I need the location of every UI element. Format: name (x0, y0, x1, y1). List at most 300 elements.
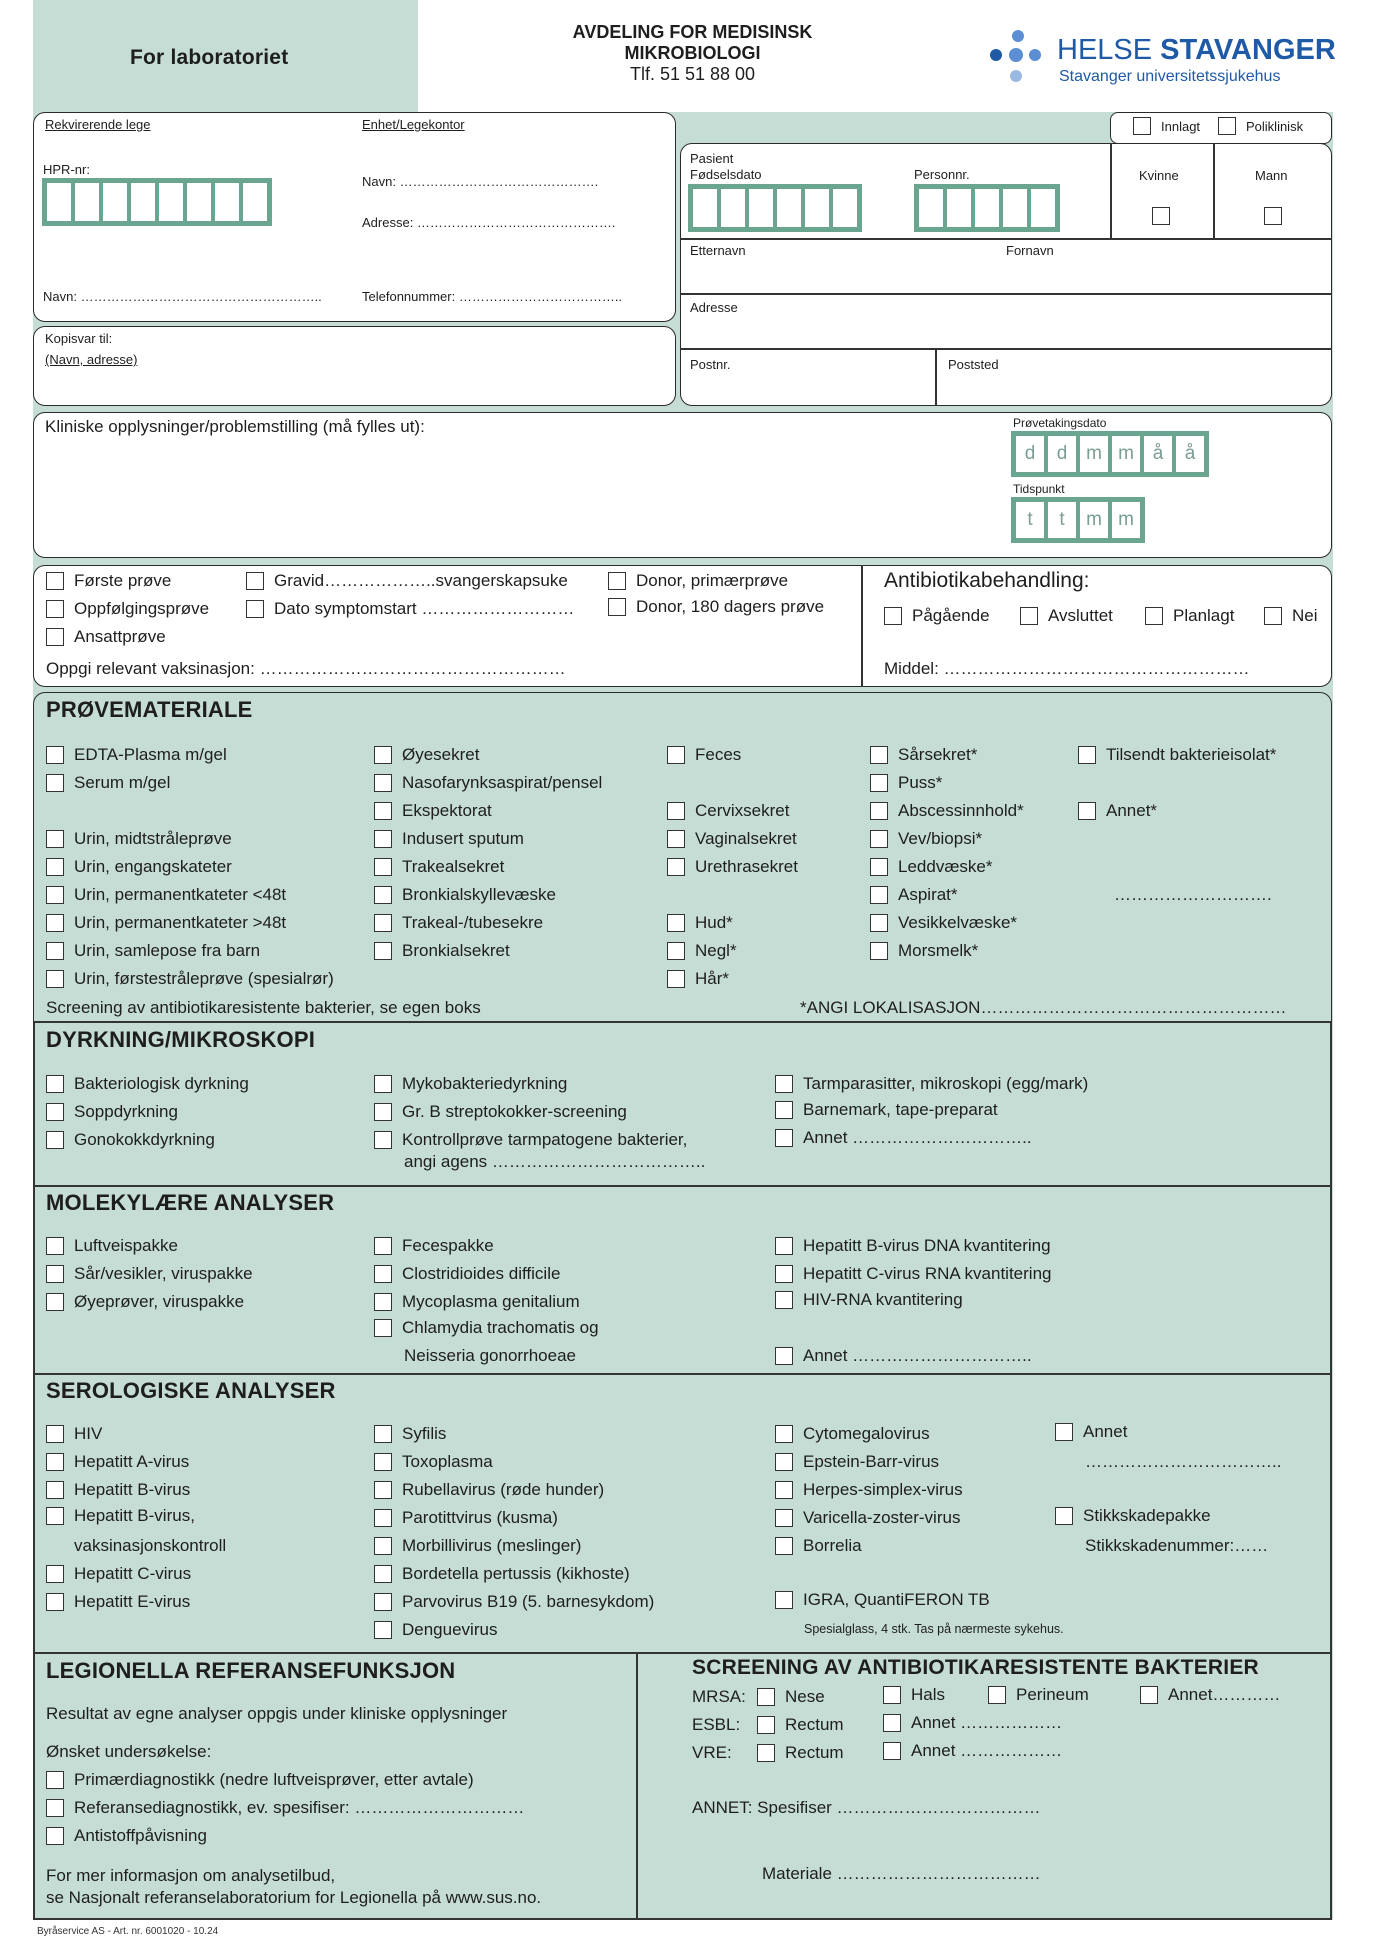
se-hbv-vacc-checkbox[interactable] (46, 1506, 195, 1526)
checkbox-square-icon[interactable] (1264, 607, 1282, 625)
mo-cdiff-checkbox[interactable] (374, 1264, 560, 1284)
pm-breastmilk-label: Morsmelk* (898, 941, 979, 960)
se-hbv-checkbox[interactable] (46, 1480, 190, 1500)
checkbox-square-icon[interactable] (374, 1509, 392, 1527)
mo-feces-checkbox[interactable] (374, 1236, 494, 1256)
checkbox-square-icon[interactable] (46, 1593, 64, 1611)
mrsa-label: MRSA: (692, 1687, 746, 1706)
checkbox-square-icon[interactable] (1140, 1686, 1158, 1704)
checkbox-square-icon[interactable] (374, 1131, 392, 1149)
symptom-date-checkbox[interactable] (246, 599, 574, 619)
mo-hiv-checkbox[interactable] (775, 1290, 963, 1310)
se-dengue-label: Denguevirus (402, 1620, 498, 1639)
checkbox-square-icon[interactable] (1145, 607, 1163, 625)
patient-gender-divider (1110, 143, 1112, 238)
time-label: Tidspunkt (1013, 482, 1065, 496)
pm-sputum-checkbox[interactable] (374, 801, 492, 821)
pm-tissue-checkbox[interactable] (870, 829, 982, 849)
antibiotics-divider (861, 565, 863, 687)
checkbox-square-icon[interactable] (775, 1265, 793, 1283)
checkbox-square-icon[interactable] (667, 802, 685, 820)
checkbox-square-icon[interactable] (775, 1291, 793, 1309)
pm-pus-checkbox[interactable] (870, 773, 942, 793)
date-cell[interactable]: å (1144, 436, 1172, 472)
followup-label: Oppfølgingsprøve (74, 599, 210, 618)
pm-feces-checkbox[interactable] (667, 745, 741, 765)
checkbox-square-icon[interactable] (775, 1537, 793, 1555)
poliklinisk-checkbox[interactable] (1218, 117, 1303, 135)
checkbox-square-icon[interactable] (374, 1075, 392, 1093)
checkbox-square-icon[interactable] (775, 1453, 793, 1471)
pm-wound-checkbox[interactable] (870, 745, 977, 765)
checkbox-square-icon[interactable] (46, 1507, 64, 1525)
sample-date-cells[interactable] (1011, 431, 1209, 477)
requester-phone-field[interactable]: Telefonnummer: ……………………………….. (362, 289, 623, 304)
checkbox-square-icon[interactable] (775, 1347, 793, 1365)
dy-myco-checkbox[interactable] (374, 1074, 567, 1094)
dy-fungal-label: Soppdyrkning (74, 1102, 178, 1121)
checkbox-square-icon[interactable] (1078, 802, 1096, 820)
pm-naso-label: Nasofarynksaspirat/pensel (402, 773, 603, 792)
se-cmv-checkbox[interactable] (775, 1424, 930, 1444)
donor-180-checkbox[interactable] (608, 597, 824, 617)
checkbox-square-icon[interactable] (374, 1319, 392, 1337)
serologiske-title: SEROLOGISKE ANALYSER (46, 1378, 336, 1403)
pm-eye-label: Øyesekret (402, 745, 480, 764)
pm-tube-checkbox[interactable] (374, 913, 543, 933)
se-mumps-checkbox[interactable] (374, 1508, 558, 1528)
mo-eye-label: Øyeprøver, viruspakke (74, 1292, 245, 1311)
checkbox-square-icon[interactable] (246, 600, 264, 618)
pm-isolate-label: Tilsendt bakterieisolat* (1106, 745, 1277, 764)
checkbox-square-icon[interactable] (374, 1293, 392, 1311)
checkbox-square-icon[interactable] (46, 914, 64, 932)
angi-lokalisasjon[interactable]: *ANGI LOKALISASJON……………………………………………… (800, 998, 1287, 1017)
ab-agent-field[interactable]: Middel: ……………………………………………… (884, 659, 1250, 678)
vre-other-checkbox[interactable] (883, 1741, 1062, 1761)
pm-aspirate-checkbox[interactable] (870, 885, 958, 905)
checkbox-square-icon[interactable] (46, 970, 64, 988)
dy-fungal-checkbox[interactable] (46, 1102, 178, 1122)
se-hav-label: Hepatitt A-virus (74, 1452, 190, 1471)
checkbox-square-icon[interactable] (667, 970, 685, 988)
dy-gonococcal-checkbox[interactable] (46, 1130, 215, 1150)
se-igra-note: Spesialglass, 4 stk. Tas på nærmeste sykehus. (804, 1622, 1064, 1636)
date-cell[interactable]: å (1176, 436, 1204, 472)
pm-abscess-label: Abscessinnhold* (898, 801, 1024, 820)
checkbox-square-icon[interactable] (757, 1716, 775, 1734)
se-syphilis-checkbox[interactable] (374, 1424, 446, 1444)
kvinne-label: Kvinne (1139, 168, 1179, 183)
pm-urine-first-checkbox[interactable] (46, 969, 334, 989)
personnr-label: Personnr. (914, 167, 970, 182)
vre-label: VRE: (692, 1743, 732, 1762)
se-other-label: Annet (1083, 1422, 1128, 1441)
checkbox-square-icon[interactable] (46, 1481, 64, 1499)
pm-urine-perm-lt48-checkbox[interactable] (46, 885, 286, 905)
dy-myco-label: Mykobakteriedyrkning (402, 1074, 568, 1093)
se-rubella-label: Rubellavirus (røde hunder) (402, 1480, 605, 1499)
employee-checkbox[interactable] (46, 627, 166, 647)
mo-hcv-checkbox[interactable] (775, 1264, 1051, 1284)
footer-text: Byråservice AS - Art. nr. 6001020 - 10.24 (37, 1926, 219, 1937)
date-cell[interactable]: d (1016, 436, 1044, 472)
checkbox-square-icon[interactable] (883, 1714, 901, 1732)
mrsa-nose-checkbox[interactable] (757, 1687, 825, 1707)
section-line-2 (33, 1185, 1332, 1187)
pm-vaginal-checkbox[interactable] (667, 829, 797, 849)
mo-mgen-label: Mycoplasma genitalium (402, 1292, 580, 1311)
ab-ongoing-checkbox[interactable] (884, 606, 990, 626)
pm-isolate-checkbox[interactable] (1078, 745, 1276, 765)
checkbox-square-icon[interactable] (775, 1481, 793, 1499)
pm-urine-bag-checkbox[interactable] (46, 941, 260, 961)
kvinne-checkbox[interactable] (1152, 207, 1170, 225)
checkbox-square-icon[interactable] (374, 1481, 392, 1499)
se-igra-checkbox[interactable] (775, 1590, 990, 1610)
mrsa-throat-checkbox[interactable] (883, 1685, 945, 1705)
pm-serum-label: Serum m/gel (74, 773, 171, 792)
mo-hbv-checkbox[interactable] (775, 1236, 1051, 1256)
pm-vesicle-checkbox[interactable] (870, 913, 1017, 933)
unit-title: Enhet/Legekontor (362, 117, 465, 132)
checkbox-square-icon[interactable] (775, 1075, 793, 1093)
checkbox-square-icon[interactable] (46, 746, 64, 764)
personnr-cells[interactable] (914, 184, 1060, 232)
checkbox-square-icon[interactable] (46, 1131, 64, 1149)
se-needlestick-number[interactable]: Stikkskadenummer:…… (1085, 1536, 1269, 1555)
dy-other-checkbox[interactable] (775, 1128, 1032, 1148)
checkbox-square-icon[interactable] (884, 607, 902, 625)
dy-grb-checkbox[interactable] (374, 1102, 627, 1122)
checkbox-square-icon[interactable] (1055, 1423, 1073, 1441)
se-dengue-checkbox[interactable] (374, 1620, 497, 1640)
date-cell[interactable]: d (1048, 436, 1076, 472)
checkbox-square-icon[interactable] (46, 1799, 64, 1817)
se-pertussis-checkbox[interactable] (374, 1564, 630, 1584)
donor-primary-checkbox[interactable] (608, 571, 788, 591)
checkbox-square-icon[interactable] (46, 1293, 64, 1311)
checkbox-square-icon[interactable] (775, 1425, 793, 1443)
checkbox-square-icon[interactable] (870, 914, 888, 932)
pm-nail-checkbox[interactable] (667, 941, 737, 961)
checkbox-square-icon[interactable] (1020, 607, 1038, 625)
ab-planned-checkbox[interactable] (1145, 606, 1234, 626)
se-other-dots[interactable]: …………………………….. (1085, 1452, 1282, 1471)
pm-urine-perm-gt48-checkbox[interactable] (46, 913, 286, 933)
legionella-wanted-label: Ønsket undersøkelse: (46, 1742, 212, 1761)
se-hsv-checkbox[interactable] (775, 1480, 963, 1500)
checkbox-square-icon[interactable] (374, 1593, 392, 1611)
mo-eye-checkbox[interactable] (46, 1292, 244, 1312)
checkbox-square-icon[interactable] (775, 1509, 793, 1527)
checkbox-square-icon[interactable] (46, 1453, 64, 1471)
checkbox-square-icon[interactable] (374, 802, 392, 820)
vre-rectum-checkbox[interactable] (757, 1743, 844, 1763)
se-needlestick-label: Stikkskadepakke (1083, 1506, 1211, 1525)
checkbox-square-icon[interactable] (46, 1827, 64, 1845)
pm-wound-label: Sårsekret* (898, 745, 978, 764)
mo-feces-label: Fecespakke (402, 1236, 494, 1255)
pm-urine-single-checkbox[interactable] (46, 857, 232, 877)
checkbox-square-icon[interactable] (667, 914, 685, 932)
checkbox-square-icon[interactable] (374, 1265, 392, 1283)
checkbox-square-icon[interactable] (775, 1237, 793, 1255)
esbl-rectum-checkbox[interactable] (757, 1715, 844, 1735)
checkbox-square-icon[interactable] (374, 1537, 392, 1555)
checkbox-square-icon[interactable] (988, 1686, 1006, 1704)
checkbox-square-icon[interactable] (46, 628, 64, 646)
hpr-number-cells[interactable] (42, 178, 272, 226)
pm-cervix-label: Cervixsekret (695, 801, 790, 820)
checkbox-square-icon[interactable] (374, 858, 392, 876)
pm-joint-checkbox[interactable] (870, 857, 993, 877)
checkbox-square-icon[interactable] (374, 774, 392, 792)
se-hiv-label: HIV (74, 1424, 103, 1443)
checkbox-square-icon[interactable] (46, 1771, 64, 1789)
pm-breastmilk-checkbox[interactable] (870, 941, 978, 961)
checkbox-square-icon[interactable] (870, 858, 888, 876)
checkbox-square-icon[interactable] (883, 1742, 901, 1760)
pm-edta-checkbox[interactable] (46, 745, 227, 765)
time-cell[interactable]: m (1112, 502, 1140, 538)
pregnant-checkbox[interactable] (246, 571, 568, 591)
dy-control-agent[interactable]: angi agens ……………………………….. (404, 1152, 706, 1171)
checkbox-square-icon[interactable] (757, 1688, 775, 1706)
dob-cells[interactable] (688, 184, 862, 232)
pm-urine-mid-checkbox[interactable] (46, 829, 232, 849)
dy-parasite-checkbox[interactable] (775, 1074, 1088, 1094)
pm-bronchial-checkbox[interactable] (374, 941, 510, 961)
checkbox-square-icon[interactable] (246, 572, 264, 590)
checkbox-square-icon[interactable] (775, 1101, 793, 1119)
pm-eye-checkbox[interactable] (374, 745, 479, 765)
checkbox-square-icon[interactable] (46, 1237, 64, 1255)
se-hiv-checkbox[interactable] (46, 1424, 102, 1444)
se-borrelia-checkbox[interactable] (775, 1536, 862, 1556)
se-hev-checkbox[interactable] (46, 1592, 190, 1612)
esbl-other-checkbox[interactable] (883, 1713, 1062, 1733)
time-cell[interactable]: t (1048, 502, 1076, 538)
checkbox-square-icon[interactable] (1055, 1507, 1073, 1525)
followup-checkbox[interactable] (46, 599, 209, 619)
pm-urine-perm-lt48-label: Urin, permanentkateter <48t (74, 885, 287, 904)
checkbox-square-icon[interactable] (46, 1425, 64, 1443)
se-vzv-checkbox[interactable] (775, 1508, 960, 1528)
checkbox-square-icon[interactable] (374, 1103, 392, 1121)
postnr-label: Postnr. (690, 357, 731, 372)
pm-skin-checkbox[interactable] (667, 913, 733, 933)
lg-reference-checkbox[interactable] (46, 1798, 524, 1818)
logo-text-helse: HELSE (1057, 34, 1161, 66)
se-measles-checkbox[interactable] (374, 1536, 581, 1556)
pm-bal-checkbox[interactable] (374, 885, 556, 905)
requester-name-field[interactable]: Navn: ………………………………………. (362, 174, 599, 189)
pm-induced-sputum-checkbox[interactable] (374, 829, 524, 849)
pm-tissue-label: Vev/biopsi* (898, 829, 983, 848)
pm-hair-checkbox[interactable] (667, 969, 729, 989)
department-block (520, 22, 865, 85)
se-syphilis-label: Syfilis (402, 1424, 447, 1443)
innlagt-check-icon[interactable] (1133, 117, 1151, 135)
checkbox-square-icon[interactable] (374, 1565, 392, 1583)
se-hcv-checkbox[interactable] (46, 1564, 191, 1584)
mo-wound-checkbox[interactable] (46, 1264, 253, 1284)
se-other-checkbox[interactable] (1055, 1422, 1127, 1442)
se-parvo-checkbox[interactable] (374, 1592, 654, 1612)
checkbox-square-icon[interactable] (46, 1103, 64, 1121)
se-vzv-label: Varicella-zoster-virus (803, 1508, 961, 1527)
pm-serum-checkbox[interactable] (46, 773, 170, 793)
antibiotics-title: Antibiotikabehandling: (884, 569, 1090, 592)
pm-tracheal-checkbox[interactable] (374, 857, 504, 877)
checkbox-square-icon[interactable] (870, 802, 888, 820)
se-hev-label: Hepatitt E-virus (74, 1592, 191, 1611)
se-ebv-label: Epstein-Barr-virus (803, 1452, 940, 1471)
checkbox-square-icon[interactable] (374, 1237, 392, 1255)
ab-no-checkbox[interactable] (1264, 606, 1318, 626)
date-cell[interactable]: m (1112, 436, 1140, 472)
pm-cervix-checkbox[interactable] (667, 801, 789, 821)
ab-finished-checkbox[interactable] (1020, 606, 1113, 626)
mo-other-label: Annet ………………………….. (803, 1346, 1032, 1365)
dy-control-checkbox[interactable] (374, 1130, 687, 1150)
innlagt-checkbox[interactable] (1133, 117, 1200, 135)
mrsa-perineum-label: Perineum (1016, 1685, 1089, 1704)
mann-checkbox[interactable] (1264, 207, 1282, 225)
pm-skin-label: Hud* (695, 913, 733, 932)
esbl-rectum-label: Rectum (785, 1715, 844, 1734)
checkbox-square-icon[interactable] (374, 830, 392, 848)
checkbox-square-icon[interactable] (870, 942, 888, 960)
pm-tube-label: Trakeal-/tubesekre (402, 913, 544, 932)
checkbox-square-icon[interactable] (775, 1591, 793, 1609)
dob-label: Fødselsdato (690, 167, 762, 182)
requester-doctor-name-field[interactable]: Navn: ……………………………………………….. (43, 289, 322, 304)
vaccination-field[interactable]: Oppgi relevant vaksinasjon: ……………………………………………… (46, 659, 566, 678)
checkbox-square-icon[interactable] (46, 774, 64, 792)
section-line-3 (33, 1373, 1332, 1375)
checkbox-square-icon[interactable] (667, 942, 685, 960)
innlagt-label: Innlagt (1161, 118, 1201, 134)
checkbox-square-icon[interactable] (667, 858, 685, 876)
dy-tape-checkbox[interactable] (775, 1100, 998, 1120)
vre-rectum-label: Rectum (785, 1743, 844, 1762)
pm-hair-label: Hår* (695, 969, 730, 988)
patient-row-line-2 (680, 293, 1332, 295)
checkbox-square-icon[interactable] (870, 774, 888, 792)
se-pertussis-label: Bordetella pertussis (kikhoste) (402, 1564, 630, 1583)
date-cell[interactable]: m (1080, 436, 1108, 472)
department-line-2: MIKROBIOLOGI (624, 43, 761, 63)
pm-urine-perm-gt48-label: Urin, permanentkateter >48t (74, 913, 287, 932)
pm-naso-checkbox[interactable] (374, 773, 602, 793)
pm-induced-sputum-label: Indusert sputum (402, 829, 524, 848)
logo-subtitle: Stavanger universitetssjukehus (1059, 68, 1281, 85)
lg-antibody-checkbox[interactable] (46, 1826, 207, 1846)
checkbox-square-icon[interactable] (46, 1265, 64, 1283)
checkbox-square-icon[interactable] (775, 1129, 793, 1147)
checkbox-square-icon[interactable] (374, 1425, 392, 1443)
donor-primary-label: Donor, primærprøve (636, 571, 789, 590)
checkbox-square-icon[interactable] (883, 1686, 901, 1704)
checkbox-square-icon[interactable] (374, 886, 392, 904)
pm-feces-label: Feces (695, 745, 742, 764)
mo-resp-checkbox[interactable] (46, 1236, 178, 1256)
checkbox-square-icon[interactable] (374, 914, 392, 932)
se-toxo-checkbox[interactable] (374, 1452, 493, 1472)
checkbox-square-icon[interactable] (608, 572, 626, 590)
time-cell[interactable]: m (1080, 502, 1108, 538)
checkbox-square-icon[interactable] (46, 858, 64, 876)
se-needlestick-checkbox[interactable] (1055, 1506, 1211, 1526)
checkbox-square-icon[interactable] (1078, 746, 1096, 764)
poliklinisk-check-icon[interactable] (1218, 117, 1236, 135)
checkbox-square-icon[interactable] (608, 598, 626, 616)
checkbox-square-icon[interactable] (46, 830, 64, 848)
checkbox-square-icon[interactable] (46, 942, 64, 960)
checkbox-square-icon[interactable] (667, 746, 685, 764)
first-sample-checkbox[interactable] (46, 571, 171, 591)
checkbox-square-icon[interactable] (870, 830, 888, 848)
pm-other-dots[interactable]: ………………………. (1114, 885, 1272, 904)
esbl-label: ESBL: (692, 1715, 741, 1734)
requester-address-field[interactable]: Adresse: ………………………………………. (362, 215, 616, 230)
checkbox-square-icon[interactable] (374, 746, 392, 764)
hpr-label: HPR-nr: (43, 162, 90, 177)
mo-chlamydia-checkbox[interactable] (374, 1318, 599, 1338)
pm-aspirate-label: Aspirat* (898, 885, 958, 904)
se-hav-checkbox[interactable] (46, 1452, 189, 1472)
screening-other-specify[interactable]: ANNET: Spesifiser ……………………………… (692, 1798, 1041, 1817)
checkbox-square-icon[interactable] (870, 886, 888, 904)
se-rubella-checkbox[interactable] (374, 1480, 604, 1500)
time-cells[interactable] (1011, 497, 1145, 543)
lg-primary-label: Primærdiagnostikk (nedre luftveisprøver, etter avtale) (74, 1770, 474, 1789)
checkbox-square-icon[interactable] (870, 746, 888, 764)
checkbox-square-icon[interactable] (46, 600, 64, 618)
pm-urethra-checkbox[interactable] (667, 857, 798, 877)
lg-primary-checkbox[interactable] (46, 1770, 474, 1790)
checkbox-square-icon[interactable] (46, 1565, 64, 1583)
checkbox-square-icon[interactable] (757, 1744, 775, 1762)
checkbox-square-icon[interactable] (46, 1075, 64, 1093)
mrsa-other-checkbox[interactable] (1140, 1685, 1280, 1705)
requester-title: Rekvirerende lege (45, 117, 151, 132)
pm-abscess-checkbox[interactable] (870, 801, 1024, 821)
checkbox-square-icon[interactable] (46, 886, 64, 904)
first-sample-label: Første prøve (74, 571, 172, 590)
se-ebv-checkbox[interactable] (775, 1452, 939, 1472)
checkbox-square-icon[interactable] (46, 572, 64, 590)
screening-material[interactable]: Materiale ……………………………… (762, 1864, 1041, 1883)
dy-bacterial-checkbox[interactable] (46, 1074, 249, 1094)
se-hsv-label: Herpes-simplex-virus (803, 1480, 963, 1499)
pm-other-checkbox[interactable] (1078, 801, 1157, 821)
checkbox-square-icon[interactable] (374, 942, 392, 960)
mrsa-perineum-checkbox[interactable] (988, 1685, 1089, 1705)
checkbox-square-icon[interactable] (667, 830, 685, 848)
mo-other-checkbox[interactable] (775, 1346, 1032, 1366)
time-cell[interactable]: t (1016, 502, 1044, 538)
checkbox-square-icon[interactable] (374, 1453, 392, 1471)
symptom-date-label: Dato symptomstart ……………………… (274, 599, 575, 618)
pm-edta-label: EDTA-Plasma m/gel (74, 745, 227, 764)
checkbox-square-icon[interactable] (374, 1621, 392, 1639)
ab-planned-label: Planlagt (1173, 606, 1235, 625)
mo-mgen-checkbox[interactable] (374, 1292, 580, 1312)
donor-180-label: Donor, 180 dagers prøve (636, 597, 825, 616)
